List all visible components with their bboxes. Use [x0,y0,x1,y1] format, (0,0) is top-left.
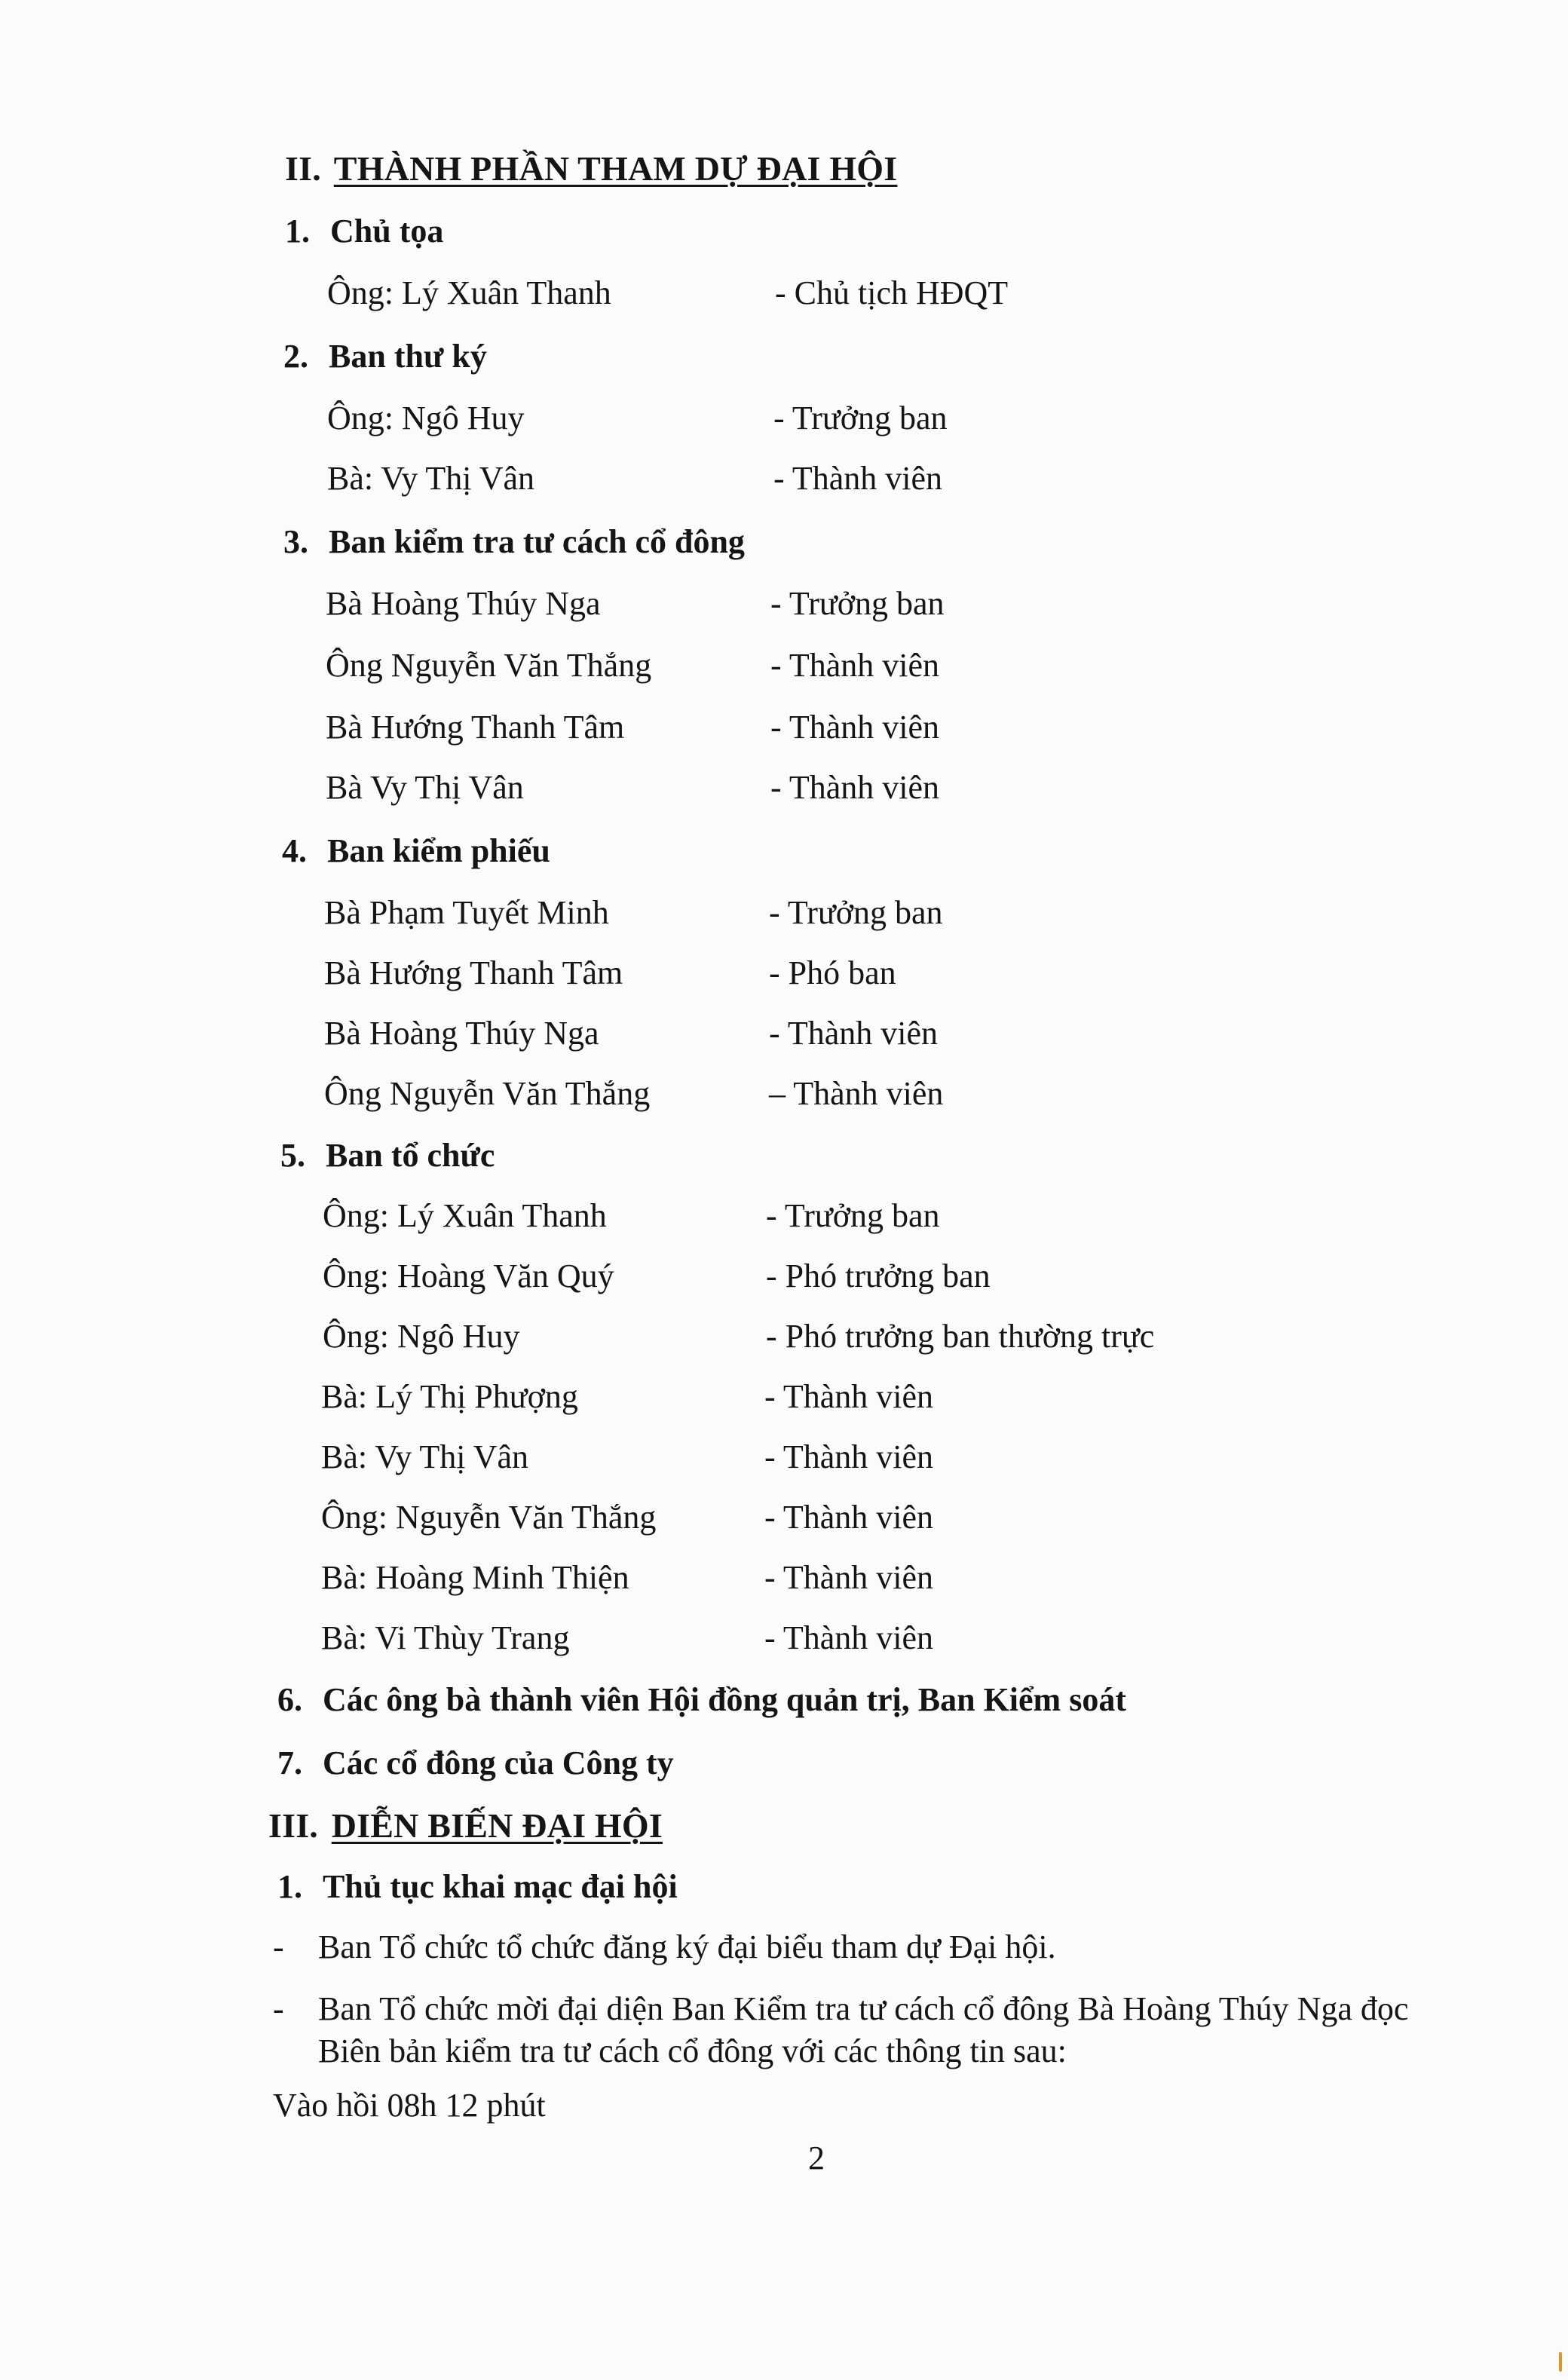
member-role: - Thành viên [770,709,940,746]
member-name: Bà: Vi Thùy Trang [321,1619,570,1656]
member-name: Ông: Lý Xuân Thanh [323,1197,607,1234]
member-role: - Phó ban [769,954,896,991]
member-name: Bà: Lý Thị Phượng [321,1378,578,1415]
subsection-heading-shareholders [277,1743,674,1784]
section-title: THÀNH PHẦN THAM DỰ ĐẠI HỘI [333,149,898,188]
member-role: - Thành viên [764,1619,934,1656]
subsection-number: 1. [285,213,310,250]
member-name: Bà Phạm Tuyết Minh [324,894,609,931]
section-title: DIỄN BIẾN ĐẠI HỘI [331,1806,663,1845]
member-name: Ông: Hoàng Văn Quý [323,1257,614,1294]
subsection-number: 1. [277,1868,302,1905]
member-role: - Thành viên [773,460,943,497]
subsection-heading-secretariat [283,336,487,377]
member-role: - Thành viên [764,1559,934,1596]
member-name: Ông: Lý Xuân Thanh [327,274,611,311]
member-role: - Chủ tịch HĐQT [775,274,1009,311]
section-number: II. [285,149,321,188]
bullet-text: Ban Tổ chức tổ chức đăng ký đại biểu tham dự Đại hội. [318,1928,1056,1965]
subsection-heading-shareholder-verification [283,522,745,562]
subsection-number: 2. [283,338,308,375]
section-heading-2 [285,148,897,190]
member-name: Bà: Vy Thị Vân [321,1438,529,1475]
member-name: Bà Hoàng Thúy Nga [326,585,601,622]
member-name: Bà Hướng Thanh Tâm [324,954,623,991]
member-name: Ông: Ngô Huy [323,1318,520,1355]
subsection-heading-organizing-committee [280,1135,495,1176]
member-role: - Phó trưởng ban thường trực [766,1318,1155,1355]
subsection-title: Ban tổ chức [326,1137,495,1174]
subsection-title: Các ông bà thành viên Hội đồng quản trị, Ban Kiểm soát [323,1681,1126,1718]
subsection-title: Thủ tục khai mạc đại hội [323,1868,678,1905]
subsection-heading-vote-counting [282,831,550,871]
subsection-number: 5. [280,1137,305,1174]
member-name: Bà Hoàng Thúy Nga [324,1015,599,1052]
bullet-continuation: Biên bản kiểm tra tư cách cổ đông với các thông tin sau: [318,2032,1067,2069]
subsection-title: Ban kiểm phiếu [327,832,550,869]
bullet-text: Ban Tổ chức mời đại diện Ban Kiểm tra tư cách cổ đông Bà Hoàng Thúy Nga đọc [318,1990,1409,2027]
page-number: 2 [808,2140,825,2176]
member-role: - Thành viên [770,769,940,806]
member-role: - Phó trưởng ban [766,1257,991,1294]
subsection-heading-board-members [277,1680,1126,1720]
subsection-number: 3. [283,523,308,560]
member-name: Bà Hướng Thanh Tâm [326,709,625,746]
subsection-number: 6. [277,1681,302,1718]
subsection-title: Ban thư ký [329,338,487,375]
bullet-dash: - [273,1990,284,2027]
subsection-number: 7. [277,1744,302,1781]
member-name: Bà: Vy Thị Vân [327,460,535,497]
section-heading-3 [268,1805,663,1847]
subsection-number: 4. [282,832,307,869]
subsection-title: Chủ tọa [330,213,444,250]
member-role: - Trưởng ban [773,400,948,436]
member-role: – Thành viên [769,1075,944,1112]
member-role: - Thành viên [764,1378,934,1415]
subsection-title: Ban kiểm tra tư cách cổ đông [329,523,745,560]
member-role: - Trưởng ban [770,585,945,622]
member-name: Ông: Nguyễn Văn Thắng [321,1499,657,1536]
member-name: Bà: Hoàng Minh Thiện [321,1559,629,1596]
member-role: - Thành viên [770,647,940,684]
subsection-title: Các cổ đông của Công ty [323,1744,674,1781]
member-name: Bà Vy Thị Vân [326,769,524,806]
section-number: III. [268,1806,319,1845]
member-name: Ông Nguyễn Văn Thắng [326,647,652,684]
member-role: - Thành viên [764,1438,934,1475]
subsection-heading-chairman [285,211,443,252]
member-name: Ông Nguyễn Văn Thắng [324,1075,651,1112]
bullet-dash: - [273,1928,284,1965]
member-name: Ông: Ngô Huy [327,400,525,436]
member-role: - Trưởng ban [766,1197,940,1234]
closing-line: Vào hồi 08h 12 phút [273,2087,546,2124]
subsection-heading-opening-procedure [277,1867,678,1907]
member-role: - Thành viên [764,1499,934,1536]
member-role: - Trưởng ban [769,894,943,931]
scan-edge-mark [1559,2352,1562,2372]
member-role: - Thành viên [769,1015,939,1052]
